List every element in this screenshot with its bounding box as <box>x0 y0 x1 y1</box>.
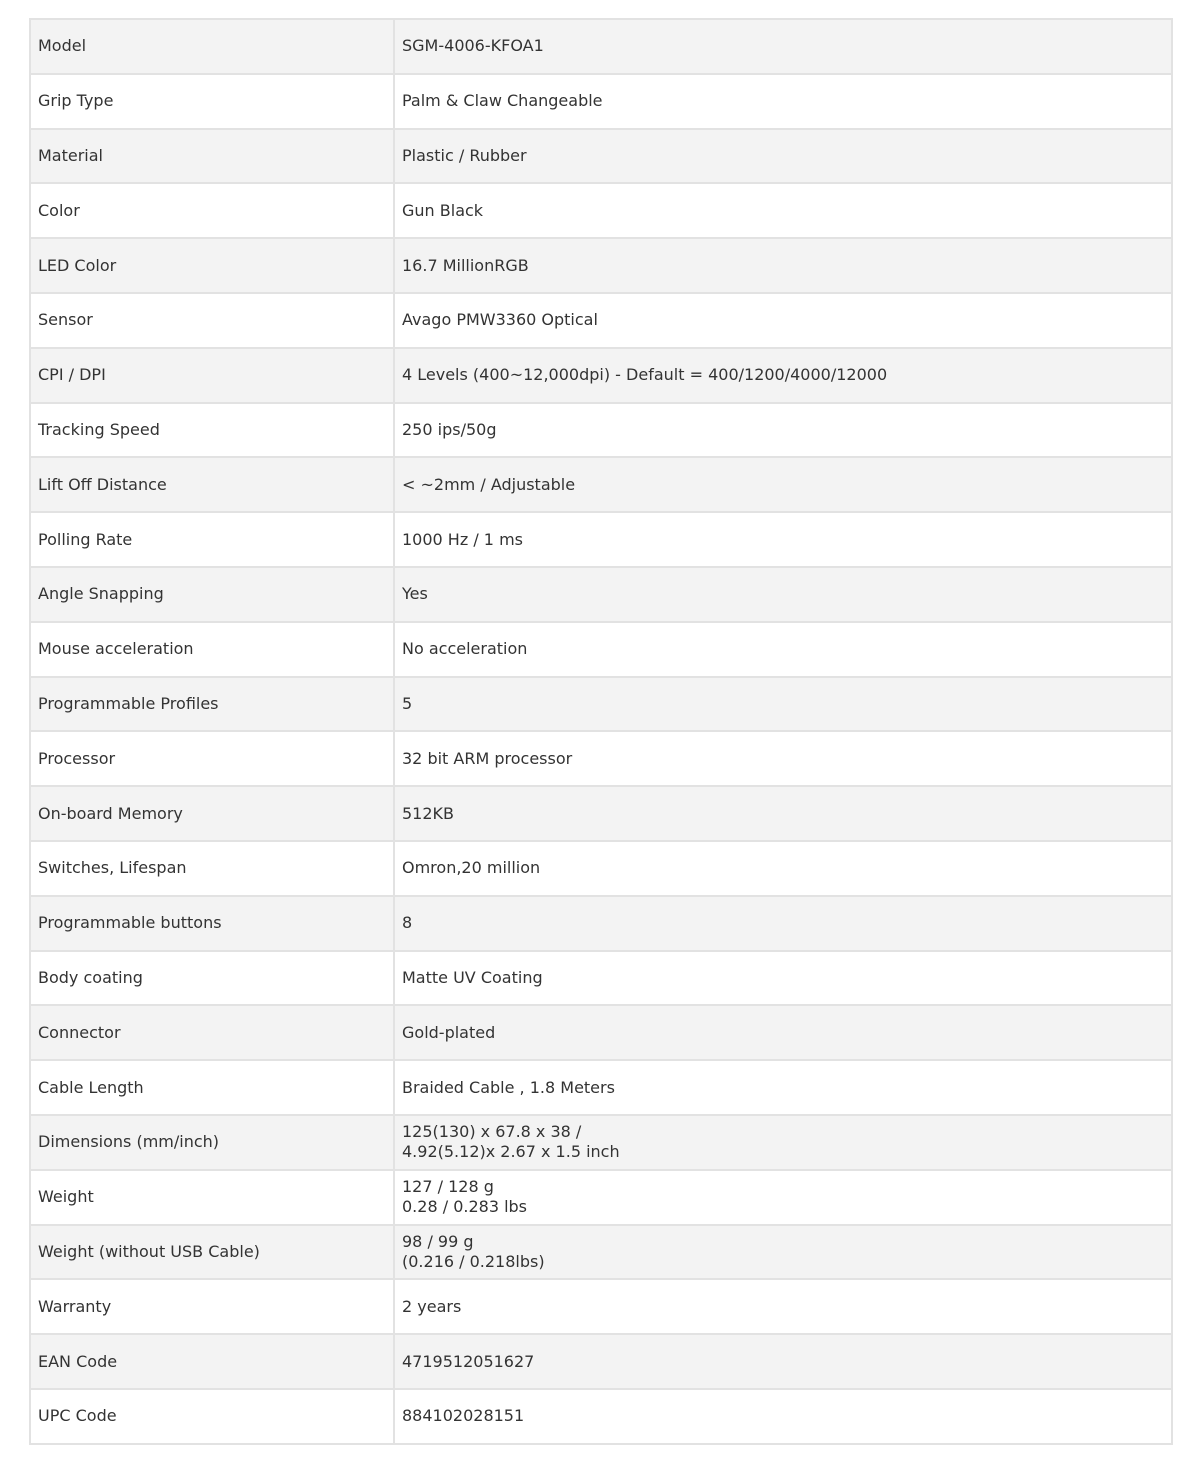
spec-value-line: 250 ips/50g <box>402 419 497 439</box>
spec-value <box>394 403 1172 458</box>
spec-value-line: < ~2mm / Adjustable <box>402 474 576 494</box>
table-row <box>30 293 1172 348</box>
spec-value <box>394 622 1172 677</box>
spec-value <box>394 129 1172 184</box>
spec-label: Switches, Lifespan <box>30 841 394 896</box>
spec-value-line: 125(130) x 67.8 x 38 / <box>402 1122 582 1142</box>
spec-label: Model <box>30 19 394 74</box>
spec-value-line: Gold-plated <box>402 1022 496 1042</box>
spec-value <box>394 1005 1172 1060</box>
spec-value <box>394 457 1172 512</box>
spec-value <box>394 1334 1172 1389</box>
table-row <box>30 1060 1172 1115</box>
spec-value-line: Gun Black <box>402 200 484 220</box>
spec-value <box>394 731 1172 786</box>
table-row <box>30 896 1172 951</box>
table-row <box>30 19 1172 74</box>
spec-value-line: 2 years <box>402 1296 462 1316</box>
spec-value-line: Matte UV Coating <box>402 967 543 987</box>
spec-value-line: 4.92(5.12)x 2.67 x 1.5 inch <box>402 1142 620 1162</box>
table-row <box>30 1389 1172 1444</box>
table-row <box>30 348 1172 403</box>
spec-value <box>394 1389 1172 1444</box>
spec-table-body <box>30 19 1172 1444</box>
spec-value-line: 127 / 128 g <box>402 1177 494 1197</box>
spec-value-line: SGM-4006-KFOA1 <box>402 36 544 56</box>
spec-value-line: 884102028151 <box>402 1406 525 1426</box>
spec-value-line: 5 <box>402 693 413 713</box>
spec-value <box>394 951 1172 1006</box>
spec-value <box>394 1279 1172 1334</box>
spec-value <box>394 348 1172 403</box>
table-row <box>30 786 1172 841</box>
spec-value-line: Omron,20 million <box>402 858 541 878</box>
spec-label: Angle Snapping <box>30 567 394 622</box>
spec-value-line: 4719512051627 <box>402 1351 535 1371</box>
spec-label: Polling Rate <box>30 512 394 567</box>
spec-value <box>394 677 1172 732</box>
spec-value <box>394 19 1172 74</box>
spec-label: CPI / DPI <box>30 348 394 403</box>
spec-value-line: (0.216 / 0.218lbs) <box>402 1251 545 1271</box>
spec-label: Color <box>30 183 394 238</box>
table-row <box>30 841 1172 896</box>
spec-label: Mouse acceleration <box>30 622 394 677</box>
spec-value-line: 0.28 / 0.283 lbs <box>402 1197 528 1217</box>
spec-label: LED Color <box>30 238 394 293</box>
spec-label: Material <box>30 129 394 184</box>
spec-value-line: 98 / 99 g <box>402 1231 474 1251</box>
spec-label: Tracking Speed <box>30 403 394 458</box>
spec-value-line: Palm & Claw Changeable <box>402 91 603 111</box>
spec-value <box>394 1115 1172 1170</box>
table-row <box>30 567 1172 622</box>
spec-label: Processor <box>30 731 394 786</box>
spec-label: Programmable buttons <box>30 896 394 951</box>
spec-label: Lift Off Distance <box>30 457 394 512</box>
spec-value <box>394 293 1172 348</box>
table-row <box>30 183 1172 238</box>
spec-label: Grip Type <box>30 74 394 129</box>
spec-value <box>394 567 1172 622</box>
spec-label: Dimensions (mm/inch) <box>30 1115 394 1170</box>
table-row <box>30 457 1172 512</box>
spec-value <box>394 1225 1172 1280</box>
spec-table-container <box>29 18 1171 1445</box>
spec-value-line: 1000 Hz / 1 ms <box>402 529 523 549</box>
spec-value <box>394 786 1172 841</box>
spec-value-line: 512KB <box>402 803 455 823</box>
spec-value-line: 32 bit ARM processor <box>402 748 573 768</box>
spec-value <box>394 841 1172 896</box>
spec-value-line: Braided Cable , 1.8 Meters <box>402 1077 615 1097</box>
spec-label: Connector <box>30 1005 394 1060</box>
spec-label: Warranty <box>30 1279 394 1334</box>
spec-label: Cable Length <box>30 1060 394 1115</box>
spec-label: Sensor <box>30 293 394 348</box>
spec-label: Weight <box>30 1170 394 1225</box>
spec-value <box>394 896 1172 951</box>
spec-value-line: Avago PMW3360 Optical <box>402 310 598 330</box>
spec-value-line: 16.7 MillionRGB <box>402 255 529 275</box>
spec-value <box>394 512 1172 567</box>
table-row <box>30 1225 1172 1280</box>
spec-value-line: 8 <box>402 913 413 933</box>
spec-label: UPC Code <box>30 1389 394 1444</box>
table-row <box>30 622 1172 677</box>
table-row <box>30 1170 1172 1225</box>
table-row <box>30 512 1172 567</box>
spec-value <box>394 74 1172 129</box>
table-row <box>30 1334 1172 1389</box>
spec-label: EAN Code <box>30 1334 394 1389</box>
table-row <box>30 731 1172 786</box>
table-row <box>30 951 1172 1006</box>
spec-value-line: Yes <box>402 584 428 604</box>
spec-value <box>394 183 1172 238</box>
table-row <box>30 677 1172 732</box>
spec-value <box>394 1060 1172 1115</box>
table-row <box>30 1279 1172 1334</box>
table-row <box>30 129 1172 184</box>
table-row <box>30 1005 1172 1060</box>
spec-label: Body coating <box>30 951 394 1006</box>
spec-value <box>394 238 1172 293</box>
table-row <box>30 238 1172 293</box>
table-row <box>30 403 1172 458</box>
table-row <box>30 1115 1172 1170</box>
spec-label: Weight (without USB Cable) <box>30 1225 394 1280</box>
spec-value-line: No acceleration <box>402 639 528 659</box>
table-row <box>30 74 1172 129</box>
spec-table <box>29 18 1173 1445</box>
spec-value-line: Plastic / Rubber <box>402 145 527 165</box>
spec-label: On-board Memory <box>30 786 394 841</box>
spec-label: Programmable Profiles <box>30 677 394 732</box>
spec-value <box>394 1170 1172 1225</box>
spec-value-line: 4 Levels (400~12,000dpi) - Default = 400/1200/4000/12000 <box>402 365 888 385</box>
